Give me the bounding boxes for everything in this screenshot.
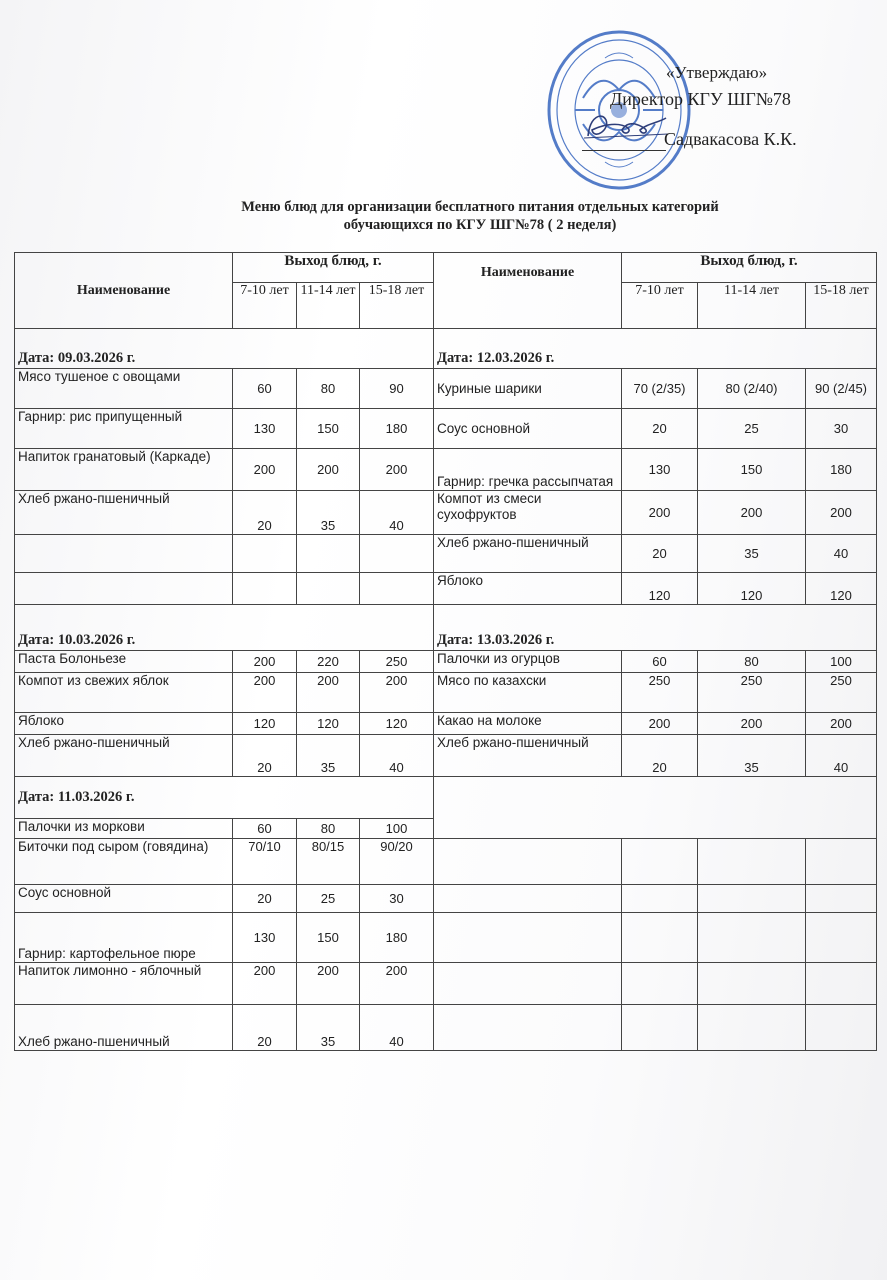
portion-15-18: 200 bbox=[360, 449, 434, 491]
portion-11-14: 200 bbox=[297, 673, 360, 713]
empty-cell bbox=[698, 885, 806, 913]
portion-11-14: 80 bbox=[297, 819, 360, 839]
empty-cell bbox=[622, 913, 698, 963]
date-label: Дата: 12.03.2026 г. bbox=[434, 329, 877, 369]
dish-name: Гарнир: гречка рассыпчатая bbox=[434, 449, 622, 491]
dish-name: Мясо по казахски bbox=[434, 673, 622, 713]
portion-11-14: 200 bbox=[297, 963, 360, 1005]
empty-cell bbox=[622, 1005, 698, 1051]
dish-name: Мясо тушеное с овощами bbox=[15, 369, 233, 409]
table-row bbox=[15, 651, 877, 673]
empty-cell bbox=[434, 963, 622, 1005]
portion-11-14: 200 bbox=[698, 491, 806, 535]
portion-7-10: 20 bbox=[622, 735, 698, 777]
portion-15-18: 40 bbox=[360, 491, 434, 535]
portion-7-10: 20 bbox=[233, 491, 297, 535]
portion-15-18: 120 bbox=[360, 713, 434, 735]
empty-cell bbox=[806, 839, 877, 885]
date-label: Дата: 10.03.2026 г. bbox=[15, 605, 434, 651]
portion-11-14: 220 bbox=[297, 651, 360, 673]
dish-name: Гарнир: рис припущенный bbox=[15, 409, 233, 449]
age-15-18: 15-18 лет bbox=[806, 283, 877, 329]
portion-11-14: 80/15 bbox=[297, 839, 360, 885]
portion-15-18: 40 bbox=[360, 735, 434, 777]
portion-11-14: 35 bbox=[297, 1005, 360, 1051]
dish-name: Соус основной bbox=[434, 409, 622, 449]
empty-cell bbox=[434, 777, 877, 819]
empty-cell bbox=[622, 839, 698, 885]
dish-name: Хлеб ржано-пшеничный bbox=[434, 535, 622, 573]
portion-7-10: 120 bbox=[233, 713, 297, 735]
table-row bbox=[15, 1005, 877, 1051]
title-line-2: обучающихся по КГУ ШГ№78 ( 2 неделя) bbox=[343, 217, 617, 233]
portion-15-18: 120 bbox=[806, 573, 877, 605]
portion-11-14: 80 bbox=[698, 651, 806, 673]
empty-cell bbox=[297, 573, 360, 605]
empty-cell bbox=[15, 535, 233, 573]
dish-name: Напиток лимонно - яблочный bbox=[15, 963, 233, 1005]
empty-cell bbox=[622, 963, 698, 1005]
age-7-10: 7-10 лет bbox=[233, 283, 297, 329]
header-output-right: Выход блюд, г. bbox=[622, 253, 877, 283]
portion-11-14: 150 bbox=[297, 913, 360, 963]
empty-cell bbox=[622, 885, 698, 913]
title-line-1: Меню блюд для организации бесплатного питания отдельных категорий bbox=[241, 199, 719, 215]
header-row bbox=[15, 253, 877, 283]
date-label: Дата: 09.03.2026 г. bbox=[15, 329, 434, 369]
empty-cell bbox=[233, 573, 297, 605]
portion-11-14: 35 bbox=[698, 535, 806, 573]
portion-11-14: 200 bbox=[698, 713, 806, 735]
dish-name: Какао на молоке bbox=[434, 713, 622, 735]
portion-7-10: 60 bbox=[622, 651, 698, 673]
dish-name: Хлеб ржано-пшеничный bbox=[15, 735, 233, 777]
header-name-left: Наименование bbox=[15, 253, 233, 329]
empty-cell bbox=[233, 535, 297, 573]
portion-11-14: 80 (2/40) bbox=[698, 369, 806, 409]
portion-11-14: 150 bbox=[297, 409, 360, 449]
portion-15-18: 40 bbox=[360, 1005, 434, 1051]
table-row bbox=[15, 673, 877, 713]
portion-7-10: 120 bbox=[622, 573, 698, 605]
table-row bbox=[15, 713, 877, 735]
portion-15-18: 200 bbox=[806, 491, 877, 535]
age-15-18: 15-18 лет bbox=[360, 283, 434, 329]
portion-15-18: 250 bbox=[806, 673, 877, 713]
portion-7-10: 250 bbox=[622, 673, 698, 713]
dish-name: Палочки из огурцов bbox=[434, 651, 622, 673]
dish-name: Яблоко bbox=[15, 713, 233, 735]
portion-11-14: 25 bbox=[297, 885, 360, 913]
portion-7-10: 70 (2/35) bbox=[622, 369, 698, 409]
dish-name: Хлеб ржано-пшеничный bbox=[15, 1005, 233, 1051]
portion-7-10: 70/10 bbox=[233, 839, 297, 885]
portion-7-10: 200 bbox=[622, 713, 698, 735]
signature-line bbox=[582, 150, 666, 151]
age-11-14: 11-14 лет bbox=[297, 283, 360, 329]
empty-cell bbox=[806, 885, 877, 913]
portion-7-10: 130 bbox=[233, 409, 297, 449]
signature-icon bbox=[580, 106, 670, 146]
header-name-right: Наименование bbox=[434, 253, 622, 329]
portion-11-14: 120 bbox=[297, 713, 360, 735]
approval-heading: «Утверждаю» bbox=[666, 63, 768, 82]
empty-cell bbox=[360, 573, 434, 605]
portion-7-10: 200 bbox=[622, 491, 698, 535]
empty-cell bbox=[434, 1005, 622, 1051]
dish-name: Палочки из моркови bbox=[15, 819, 233, 839]
portion-15-18: 180 bbox=[360, 913, 434, 963]
portion-15-18: 30 bbox=[806, 409, 877, 449]
empty-cell bbox=[297, 535, 360, 573]
portion-7-10: 60 bbox=[233, 369, 297, 409]
dish-name: Соус основной bbox=[15, 885, 233, 913]
portion-15-18: 200 bbox=[360, 963, 434, 1005]
table-row bbox=[15, 735, 877, 777]
header-output-left: Выход блюд, г. bbox=[233, 253, 434, 283]
table-row bbox=[15, 535, 877, 573]
portion-11-14: 35 bbox=[297, 491, 360, 535]
portion-7-10: 20 bbox=[233, 885, 297, 913]
portion-15-18: 200 bbox=[806, 713, 877, 735]
dish-name: Яблоко bbox=[434, 573, 622, 605]
portion-7-10: 130 bbox=[622, 449, 698, 491]
portion-15-18: 250 bbox=[360, 651, 434, 673]
table-row bbox=[15, 963, 877, 1005]
table-row bbox=[15, 839, 877, 885]
portion-15-18: 180 bbox=[360, 409, 434, 449]
empty-cell bbox=[698, 1005, 806, 1051]
age-11-14: 11-14 лет bbox=[698, 283, 806, 329]
empty-cell bbox=[434, 913, 622, 963]
empty-cell bbox=[806, 913, 877, 963]
portion-7-10: 20 bbox=[233, 735, 297, 777]
table-row bbox=[15, 491, 877, 535]
portion-11-14: 150 bbox=[698, 449, 806, 491]
portion-7-10: 200 bbox=[233, 449, 297, 491]
empty-cell bbox=[434, 885, 622, 913]
portion-7-10: 200 bbox=[233, 673, 297, 713]
portion-7-10: 20 bbox=[622, 535, 698, 573]
portion-7-10: 60 bbox=[233, 819, 297, 839]
dish-name: Компот из свежих яблок bbox=[15, 673, 233, 713]
empty-cell bbox=[806, 963, 877, 1005]
approval-position: Директор КГУ ШГ№78 bbox=[610, 89, 791, 109]
portion-7-10: 200 bbox=[233, 963, 297, 1005]
dish-name: Биточки под сыром (говядина) bbox=[15, 839, 233, 885]
table-row bbox=[15, 573, 877, 605]
portion-15-18: 100 bbox=[360, 819, 434, 839]
table-row bbox=[15, 819, 877, 839]
portion-15-18: 100 bbox=[806, 651, 877, 673]
dish-name: Компот из смеси сухофруктов bbox=[434, 491, 622, 535]
portion-15-18: 30 bbox=[360, 885, 434, 913]
portion-11-14: 35 bbox=[297, 735, 360, 777]
empty-cell bbox=[434, 839, 622, 885]
approval-signer: Садвакасова К.К. bbox=[664, 129, 797, 149]
date-row bbox=[15, 605, 877, 651]
portion-15-18: 200 bbox=[360, 673, 434, 713]
dish-name: Хлеб ржано-пшеничный bbox=[15, 491, 233, 535]
portion-15-18: 90 bbox=[360, 369, 434, 409]
empty-cell bbox=[698, 839, 806, 885]
dish-name: Хлеб ржано-пшеничный bbox=[434, 735, 622, 777]
date-row bbox=[15, 777, 877, 819]
portion-7-10: 130 bbox=[233, 913, 297, 963]
portion-11-14: 200 bbox=[297, 449, 360, 491]
date-row bbox=[15, 329, 877, 369]
table-row bbox=[15, 913, 877, 963]
empty-cell bbox=[698, 913, 806, 963]
portion-11-14: 25 bbox=[698, 409, 806, 449]
portion-11-14: 250 bbox=[698, 673, 806, 713]
portion-15-18: 90 (2/45) bbox=[806, 369, 877, 409]
dish-name: Гарнир: картофельное пюре bbox=[15, 913, 233, 963]
portion-7-10: 20 bbox=[622, 409, 698, 449]
portion-15-18: 40 bbox=[806, 535, 877, 573]
table-row bbox=[15, 449, 877, 491]
table-row bbox=[15, 369, 877, 409]
empty-cell bbox=[806, 1005, 877, 1051]
dish-name: Куриные шарики bbox=[434, 369, 622, 409]
age-7-10: 7-10 лет bbox=[622, 283, 698, 329]
empty-cell bbox=[434, 819, 877, 839]
portion-11-14: 120 bbox=[698, 573, 806, 605]
portion-7-10: 20 bbox=[233, 1005, 297, 1051]
document-title bbox=[120, 198, 840, 234]
empty-cell bbox=[698, 963, 806, 1005]
dish-name: Напиток гранатовый (Каркаде) bbox=[15, 449, 233, 491]
table-row bbox=[15, 409, 877, 449]
empty-cell bbox=[360, 535, 434, 573]
empty-cell bbox=[15, 573, 233, 605]
portion-7-10: 200 bbox=[233, 651, 297, 673]
portion-15-18: 180 bbox=[806, 449, 877, 491]
table-row bbox=[15, 885, 877, 913]
portion-15-18: 90/20 bbox=[360, 839, 434, 885]
portion-11-14: 35 bbox=[698, 735, 806, 777]
portion-15-18: 40 bbox=[806, 735, 877, 777]
date-label: Дата: 11.03.2026 г. bbox=[15, 777, 434, 819]
date-label: Дата: 13.03.2026 г. bbox=[434, 605, 877, 651]
menu-table bbox=[14, 252, 877, 1051]
dish-name: Паста Болоньезе bbox=[15, 651, 233, 673]
portion-11-14: 80 bbox=[297, 369, 360, 409]
